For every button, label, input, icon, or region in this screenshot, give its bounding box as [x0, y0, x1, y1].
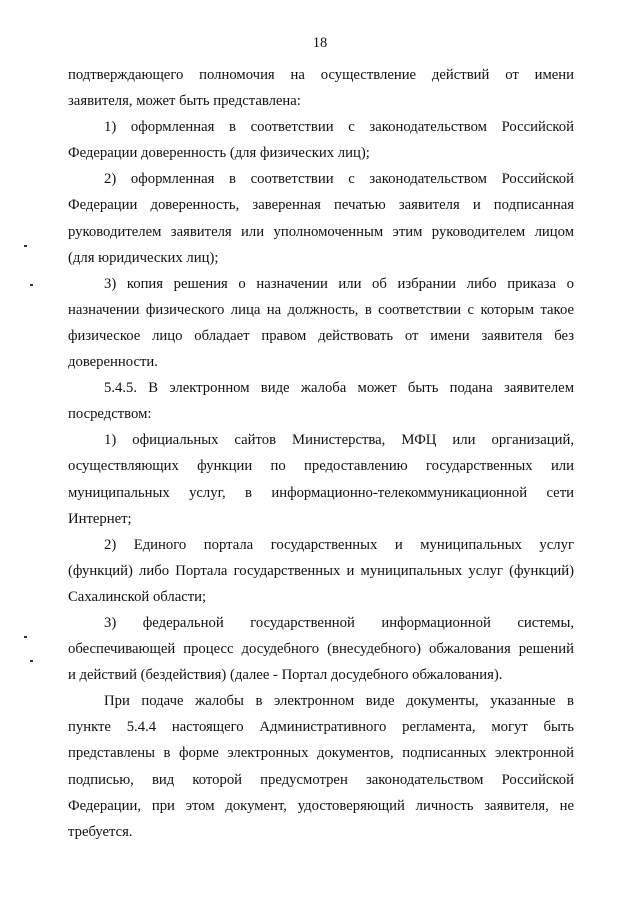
- text-line: и действий (бездействия) (далее - Портал досудебного обжалования).: [68, 667, 503, 684]
- text-line: 2) оформленная в соответствии с законодательством Российской: [104, 171, 574, 188]
- text-line: посредством:: [68, 406, 152, 423]
- text-line: При подаче жалобы в электронном виде документы, указанные в: [104, 693, 574, 710]
- text-line: представлены в форме электронных документов, подписанных электронной: [68, 745, 574, 762]
- document-body: [68, 62, 574, 845]
- text-line: заявителя, может быть представлена:: [68, 93, 301, 110]
- text-line: подтверждающего полномочия на осуществление действий от имени: [68, 67, 574, 83]
- text-line: Федерации доверенность, заверенная печатью заявителя и подписанная: [68, 197, 574, 214]
- text-line: 3) копия решения о назначении или об избрании либо приказа о: [104, 275, 574, 292]
- scan-speck: [30, 284, 33, 286]
- text-line: 1) оформленная в соответствии с законодательством Российской: [104, 119, 574, 136]
- text-line: 1) официальных сайтов Министерства, МФЦ или организаций,: [104, 432, 574, 449]
- text-line: 3) федеральной государственной информационной системы,: [104, 614, 574, 631]
- text-line: Федерации, при этом документ, удостоверяющий личность заявителя, не: [68, 797, 574, 814]
- text-line: обеспечивающей процесс досудебного (внесудебного) обжалования решений: [68, 641, 574, 658]
- scan-speck: [30, 660, 33, 662]
- text-line: (для юридических лиц);: [68, 249, 219, 266]
- text-line: руководителем заявителя или уполномоченным этим руководителем лицом: [68, 223, 574, 240]
- text-line: назначении физического лица на должность, в соответствии с которым такое: [68, 301, 574, 318]
- text-line: пункте 5.4.4 настоящего Административного регламента, могут быть: [68, 719, 574, 736]
- scan-speck: [24, 245, 27, 247]
- text-line: подписью, вид которой предусмотрен законодательством Российской: [68, 771, 574, 788]
- text-line: (функций) либо Портала государственных и муниципальных услуг (функций): [68, 562, 574, 579]
- text-line: 5.4.5. В электронном виде жалоба может быть подана заявителем: [104, 380, 574, 397]
- text-line: Интернет;: [68, 510, 132, 527]
- text-line: муниципальных услуг, в информационно-телекоммуникационной сети: [68, 484, 574, 501]
- text-line: доверенности.: [68, 354, 158, 371]
- text-line: 2) Единого портала государственных и муниципальных услуг: [104, 536, 574, 553]
- text-line: физическое лицо обладает правом действовать от имени заявителя без: [68, 327, 574, 344]
- text-line: требуется.: [68, 823, 133, 840]
- scan-speck: [24, 636, 27, 638]
- text-line: Федерации доверенность (для физических лиц);: [68, 145, 370, 162]
- page-number: 18: [312, 35, 328, 51]
- text-line: осуществляющих функции по предоставлению государственных или: [68, 458, 574, 475]
- text-line: Сахалинской области;: [68, 588, 207, 605]
